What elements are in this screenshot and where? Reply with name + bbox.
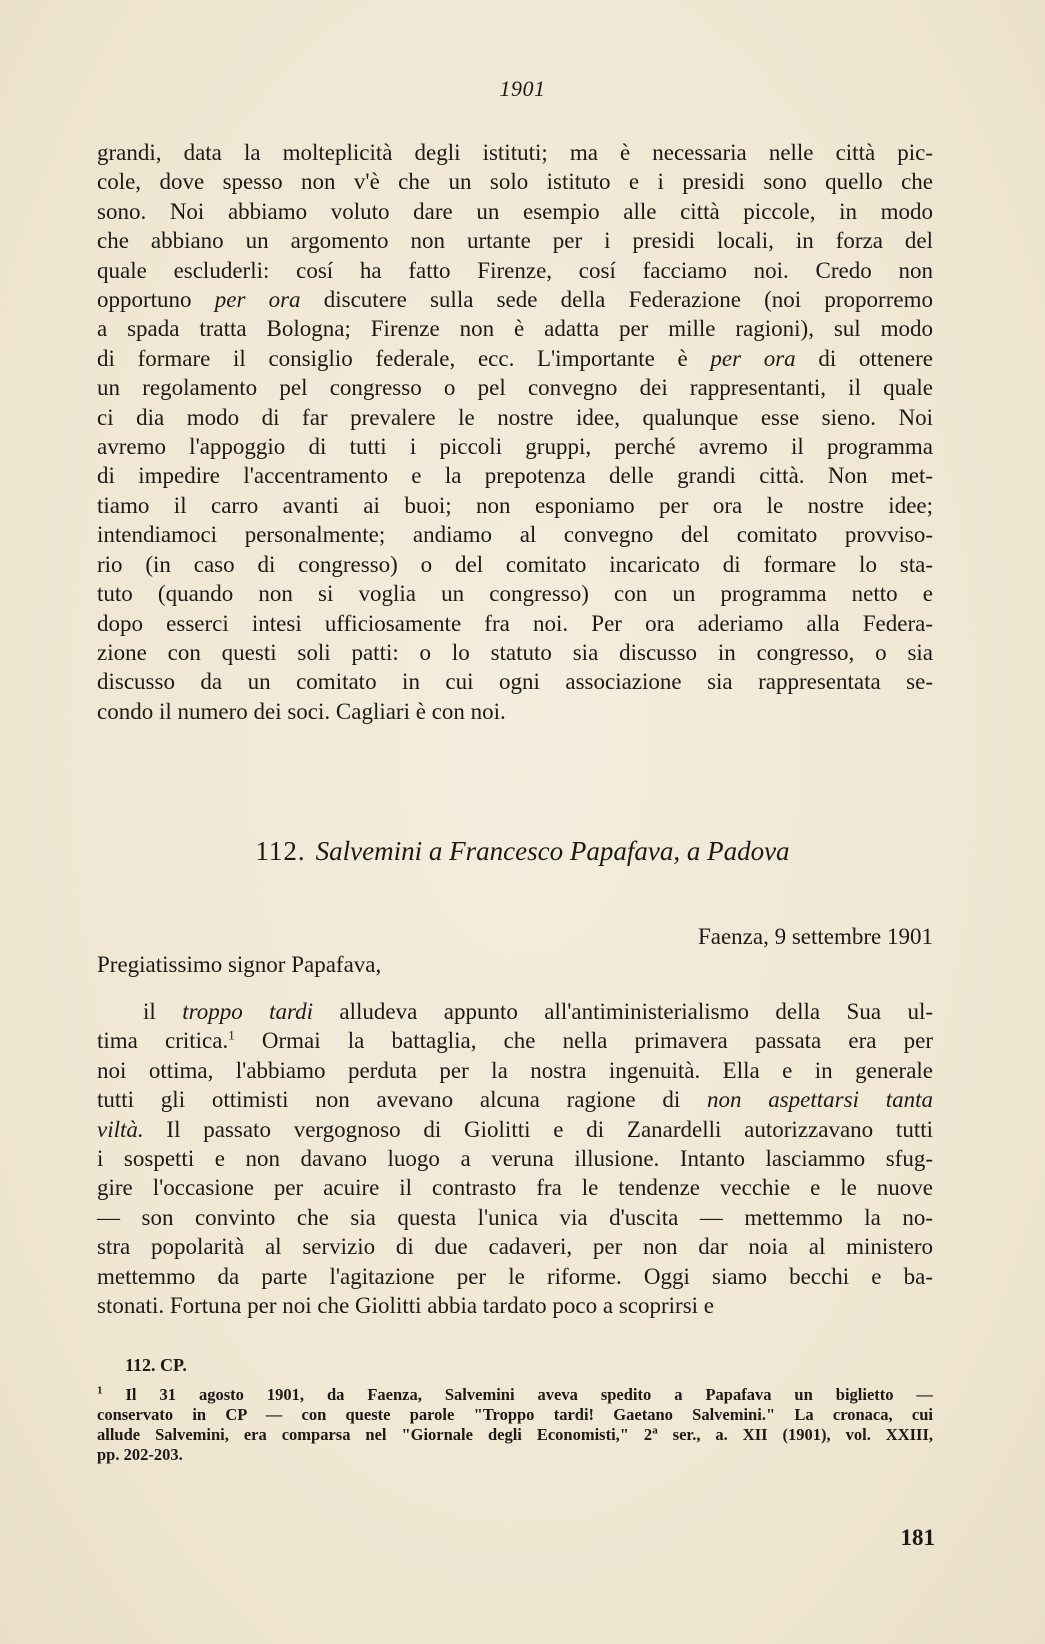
letter-heading — [0, 836, 1045, 867]
letter-salutation: Pregiatissimo signor Papafava, — [97, 952, 382, 977]
text-line: tutti gli ottimisti non avevano alcuna ragione di non aspettarsi tanta — [97, 1087, 933, 1113]
text-line: un regolamento pel congresso o pel convegno dei rappresentanti, il quale — [97, 375, 933, 401]
text-line: — son convinto che sia questa l'unica via d'uscita — mettemmo la no- — [97, 1204, 933, 1230]
top-paragraph — [97, 138, 933, 726]
text-line: stonati. Fortuna per noi che Giolitti abbia tardato poco a scoprirsi e — [97, 1293, 715, 1319]
text-line: conservato in CP — con queste parole "Troppo tardi! Gaetano Salvemini." La cronaca, cui — [97, 1405, 933, 1424]
text-line: a spada tratta Bologna; Firenze non è adatta per mille ragioni), sul modo — [97, 316, 933, 342]
text-line: i sospetti e non davano luogo a veruna illusione. Intanto lasciammo sfug- — [97, 1146, 933, 1172]
text-line: tuto (quando non si voglia un congresso) con un programma netto e — [97, 581, 933, 607]
text-line: $^1$ Il 31 agosto 1901, da Faenza, Salvemini aveva spedito a Papafava un biglietto — — [97, 1384, 933, 1404]
text-line: di impedire l'accentramento e la prepotenza delle grandi città. Non met- — [97, 463, 933, 489]
footnote-text — [97, 1385, 933, 1465]
letter-title: Salvemini a Francesco Papafava, a Padova — [315, 836, 790, 866]
text-line: di formare il consiglio federale, ecc. L'importante è per ora di ottenere — [97, 345, 933, 371]
text-line: intendiamoci personalmente; andiamo al convegno del comitato provviso- — [97, 522, 933, 548]
text-line: stra popolarità al servizio di due cadaveri, per non dar noia al ministero — [97, 1234, 933, 1260]
text-line: pp. 202-203. — [97, 1445, 183, 1464]
letter-number: 112. — [255, 836, 306, 866]
text-line: opportuno per ora discutere sulla sede della Federazione (noi proporremo — [97, 287, 933, 313]
text-line: quale escluderli: cosí ha fatto Firenze, cosí facciamo noi. Credo non — [97, 257, 933, 283]
text-line: zione con questi soli patti: o lo statuto sia discusso in congresso, o sia — [97, 639, 933, 665]
text-line: sono. Noi abbiamo voluto dare un esempio alle città piccole, in modo — [97, 198, 933, 224]
text-line: gire l'occasione per acuire il contrasto fra le tendenze vecchie e le nuove — [97, 1175, 933, 1201]
text-line: avremo l'appoggio di tutti i piccoli gruppi, perché avremo il programma — [97, 434, 933, 460]
text-line: noi ottima, l'abbiamo perduta per la nostra ingenuità. Ella e in generale — [97, 1057, 933, 1083]
text-line: che abbiano un argomento non urtante per i presidi locali, in forza del — [97, 228, 933, 254]
text-line: allude Salvemini, era comparsa nel "Giornale degli Economisti," 2$^a$ ser., a. XII (1901), vol. XXIII, — [97, 1424, 934, 1444]
text-line: il troppo tardi alludeva appunto all'antiministerialismo della Sua ul- — [143, 999, 933, 1024]
text-line: tima critica.$^1$ Ormai la battaglia, che nella primavera passata era per — [97, 1027, 933, 1054]
text-line: mettemmo da parte l'agitazione per le riforme. Oggi siamo becchi e ba- — [97, 1263, 933, 1289]
text-line: dopo esserci intesi ufficiosamente fra noi. Per ora aderiamo alla Federa- — [97, 610, 933, 636]
text-line: ci dia modo di far prevalere le nostre idee, qualunque esse sieno. Noi — [97, 404, 933, 430]
running-head: 1901 — [499, 76, 546, 101]
letter-body — [97, 997, 933, 1320]
page-number: 181 — [900, 1525, 935, 1550]
text-line: tiamo il carro avanti ai buoi; non esponiamo per ora le nostre idee; — [97, 492, 933, 518]
text-line: discusso da un comitato in cui ogni associazione sia rappresentata se- — [97, 669, 933, 695]
text-line: viltà. Il passato vergognoso di Giolitti e di Zanardelli autorizzavano tutti — [97, 1116, 933, 1142]
text-line: rio (in caso di congresso) o del comitato incaricato di formare lo sta- — [97, 551, 933, 577]
text-line: condo il numero dei soci. Cagliari è con noi. — [97, 698, 506, 724]
text-line: cole, dove spesso non v'è che un solo istituto e i presidi sono quello che — [97, 169, 933, 195]
footnote-source: 112. CP. — [125, 1355, 187, 1375]
letter-dateline: Faenza, 9 settembre 1901 — [697, 924, 933, 949]
text-line: grandi, data la molteplicità degli istituti; ma è necessaria nelle città pic- — [97, 140, 933, 165]
